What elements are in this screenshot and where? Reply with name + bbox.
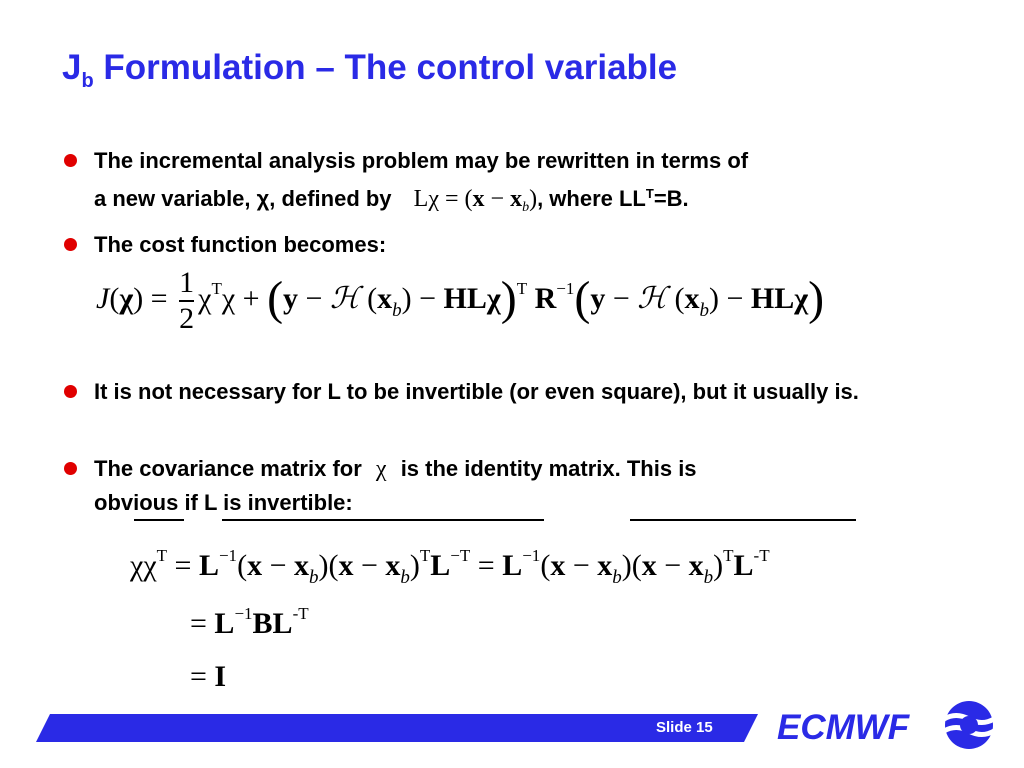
bullet-dot [64, 462, 77, 475]
overline-expectation-1 [222, 519, 544, 521]
overline-chichi [134, 519, 184, 521]
bullet-dot [64, 385, 77, 398]
slide-title: $J_b$ Formulation – The control variable [62, 48, 678, 92]
ecmwf-logo-icon [938, 700, 1000, 750]
cost-function-equation: J(χ) = $\frac{1}{2}$ $\chi^T\chi + (y$ − ℋ $(x_b) - HL\chi)^T$ $R^{-1}(y$ − ℋ $(x_b) - HL\chi$) [96, 266, 825, 335]
covariance-equation-line2: = $L^{-1}BL^{-T}$ [190, 604, 309, 640]
bullet-dot [64, 238, 77, 251]
chi-symbol: χ [375, 456, 387, 482]
inline-equation: $L\chi = (x - x_b)$ [413, 186, 538, 215]
bullet-4: The covariance matrix for χ is the identity matrix. This is obvious if L is invertible: [64, 452, 944, 519]
bullet-3: It is not necessary for L to be invertible (or even square), but it usually is. [64, 375, 954, 408]
covariance-equation-line1: $\chi\chi^T = L^{-1}(x - x_b)(x - x_b)^TL^{-T} = L^{-1}(x - x_b)(x - x_b)^TL^{-T}$ [130, 546, 770, 588]
footer-band [36, 714, 758, 742]
bullet-1: The incremental analysis problem may be rewritten in terms of a new variable, χ, defined by $L\chi = (x - x_b)$, where $LL^T=B$. [64, 144, 944, 224]
overline-expectation-2 [630, 519, 856, 521]
bullet-dot [64, 154, 77, 167]
ecmwf-logo-text: ECMWF [777, 708, 910, 747]
bullet-2: The cost function becomes: [64, 228, 944, 261]
covariance-equation-line3: = I [190, 660, 227, 693]
slide-number: Slide 15 [656, 719, 713, 736]
